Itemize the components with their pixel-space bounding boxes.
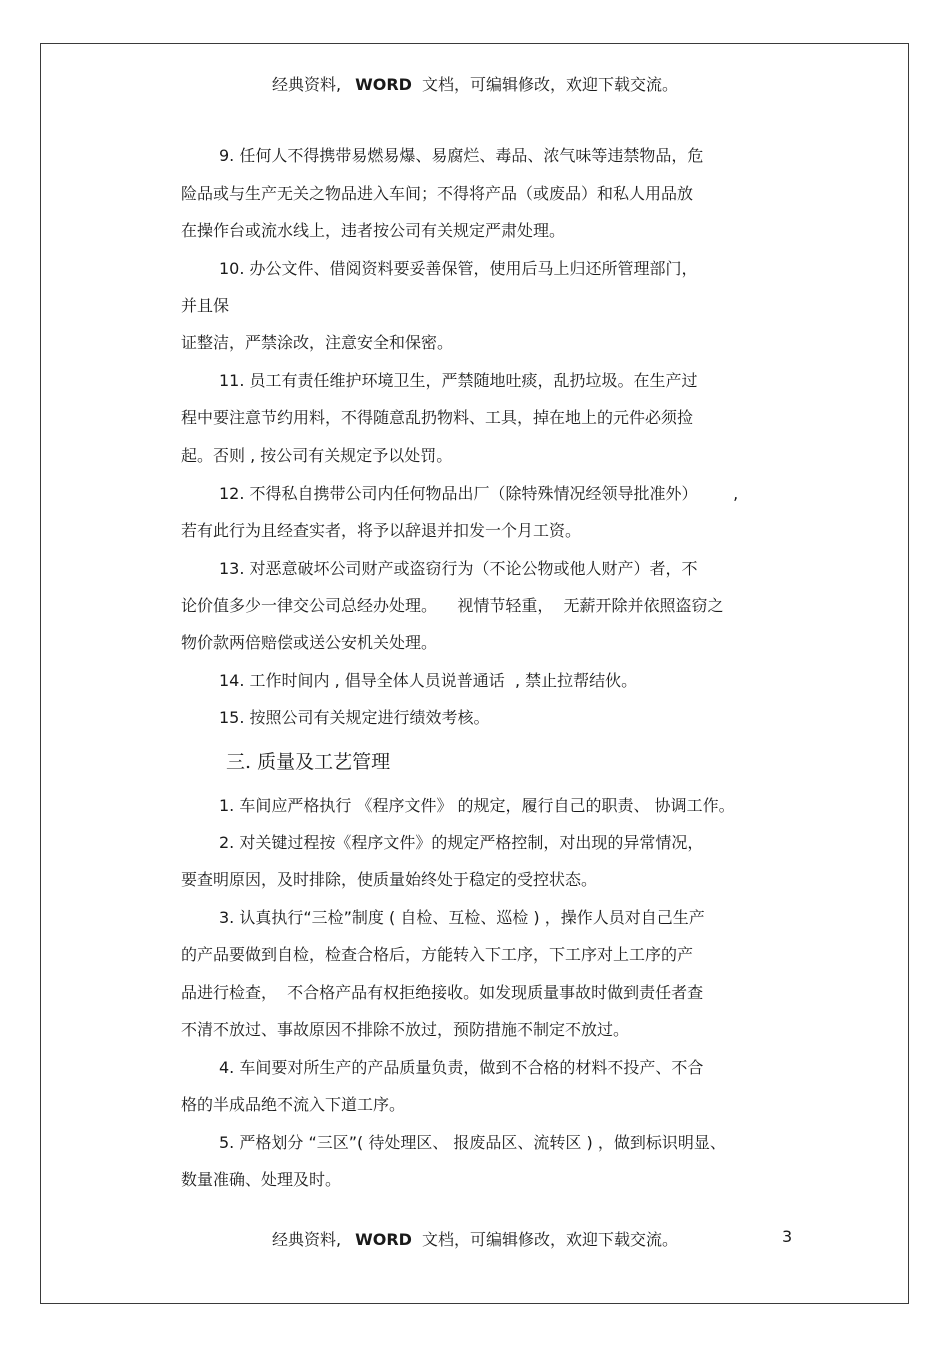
text-line: 论价值多少一律交公司总经办处理。 视情节轻重， 无薪开除并依照盗窃之 bbox=[181, 596, 724, 615]
page-header bbox=[0, 72, 950, 95]
text-line: 格的半成品绝不流入下道工序。 bbox=[181, 1095, 406, 1114]
text-line: 3. 认真执行“三检”制度 ( 自检、互检、巡检 ) ，操作人员对自己生产 bbox=[219, 908, 705, 927]
text-line: 并且保 bbox=[181, 296, 230, 315]
footer-word: WORD bbox=[355, 1230, 412, 1249]
text-line: 程中要注意节约用料，不得随意乱扔物料、工具，掉在地上的元件必须捡 bbox=[181, 408, 694, 427]
text-line: 要查明原因，及时排除，使质量始终处于稳定的受控状态。 bbox=[181, 870, 598, 889]
text-line: 12. 不得私自携带公司内任何物品出厂（除特殊情况经领导批准外） , bbox=[219, 484, 739, 503]
text-line: 13. 对恶意破坏公司财产或盗窃行为（不论公物或他人财产）者，不 bbox=[219, 559, 698, 578]
text-line: 证整洁，严禁涂改，注意安全和保密。 bbox=[181, 333, 454, 352]
text-line: 5. 严格划分 “三区”( 待处理区、 报废品区、流转区 ) ，做到标识明显、 bbox=[219, 1133, 726, 1152]
header-text-before: 经典资料, bbox=[272, 75, 342, 94]
footer-text-before: 经典资料, bbox=[272, 1230, 342, 1249]
footer-text-after: 文档，可编辑修改，欢迎下载交流。 bbox=[421, 1230, 678, 1249]
text-line: 10. 办公文件、借阅资料要妥善保管，使用后马上归还所管理部门， bbox=[219, 259, 698, 278]
text-line: 起。否则 , 按公司有关规定予以处罚。 bbox=[181, 446, 453, 465]
text-line: 数量准确、处理及时。 bbox=[181, 1170, 342, 1189]
text-line: 1. 车间应严格执行 《程序文件》 的规定，履行自己的职责、 协调工作。 bbox=[219, 796, 735, 815]
text-line: 的产品要做到自检，检查合格后，方能转入下工序，下工序对上工序的产 bbox=[181, 945, 694, 964]
header-word: WORD bbox=[355, 75, 412, 94]
text-line: 9. 任何人不得携带易燃易爆、易腐烂、毒品、浓气味等违禁物品，危 bbox=[219, 146, 704, 165]
text-line: 险品或与生产无关之物品进入车间；不得将产品（或废品）和私人用品放 bbox=[181, 184, 694, 203]
text-line: 14. 工作时间内 , 倡导全体人员说普通话 , 禁止拉帮结伙。 bbox=[219, 671, 638, 690]
section-heading: 三. 质量及工艺管理 bbox=[226, 751, 391, 773]
text-line: 不清不放过、事故原因不排除不放过，预防措施不制定不放过。 bbox=[181, 1020, 630, 1039]
header-text-after: 文档，可编辑修改，欢迎下载交流。 bbox=[421, 75, 678, 94]
page-number: 3 bbox=[782, 1227, 793, 1246]
text-line: 品进行检查， 不合格产品有权拒绝接收。如发现质量事故时做到责任者查 bbox=[181, 983, 704, 1002]
text-line: 11. 员工有责任维护环境卫生，严禁随地吐痰，乱扔垃圾。在生产过 bbox=[219, 371, 698, 390]
text-line: 若有此行为且经查实者，将予以辞退并扣发一个月工资。 bbox=[181, 521, 582, 540]
text-line: 2. 对关键过程按《程序文件》的规定严格控制，对出现的异常情况， bbox=[219, 833, 704, 852]
text-line: 在操作台或流水线上，违者按公司有关规定严肃处理。 bbox=[181, 221, 566, 240]
text-line: 物价款两倍赔偿或送公安机关处理。 bbox=[181, 633, 438, 652]
text-line: 4. 车间要对所生产的产品质量负责，做到不合格的材料不投产、不合 bbox=[219, 1058, 704, 1077]
text-line: 15. 按照公司有关规定进行绩效考核。 bbox=[219, 708, 490, 727]
page-footer bbox=[0, 1227, 950, 1250]
